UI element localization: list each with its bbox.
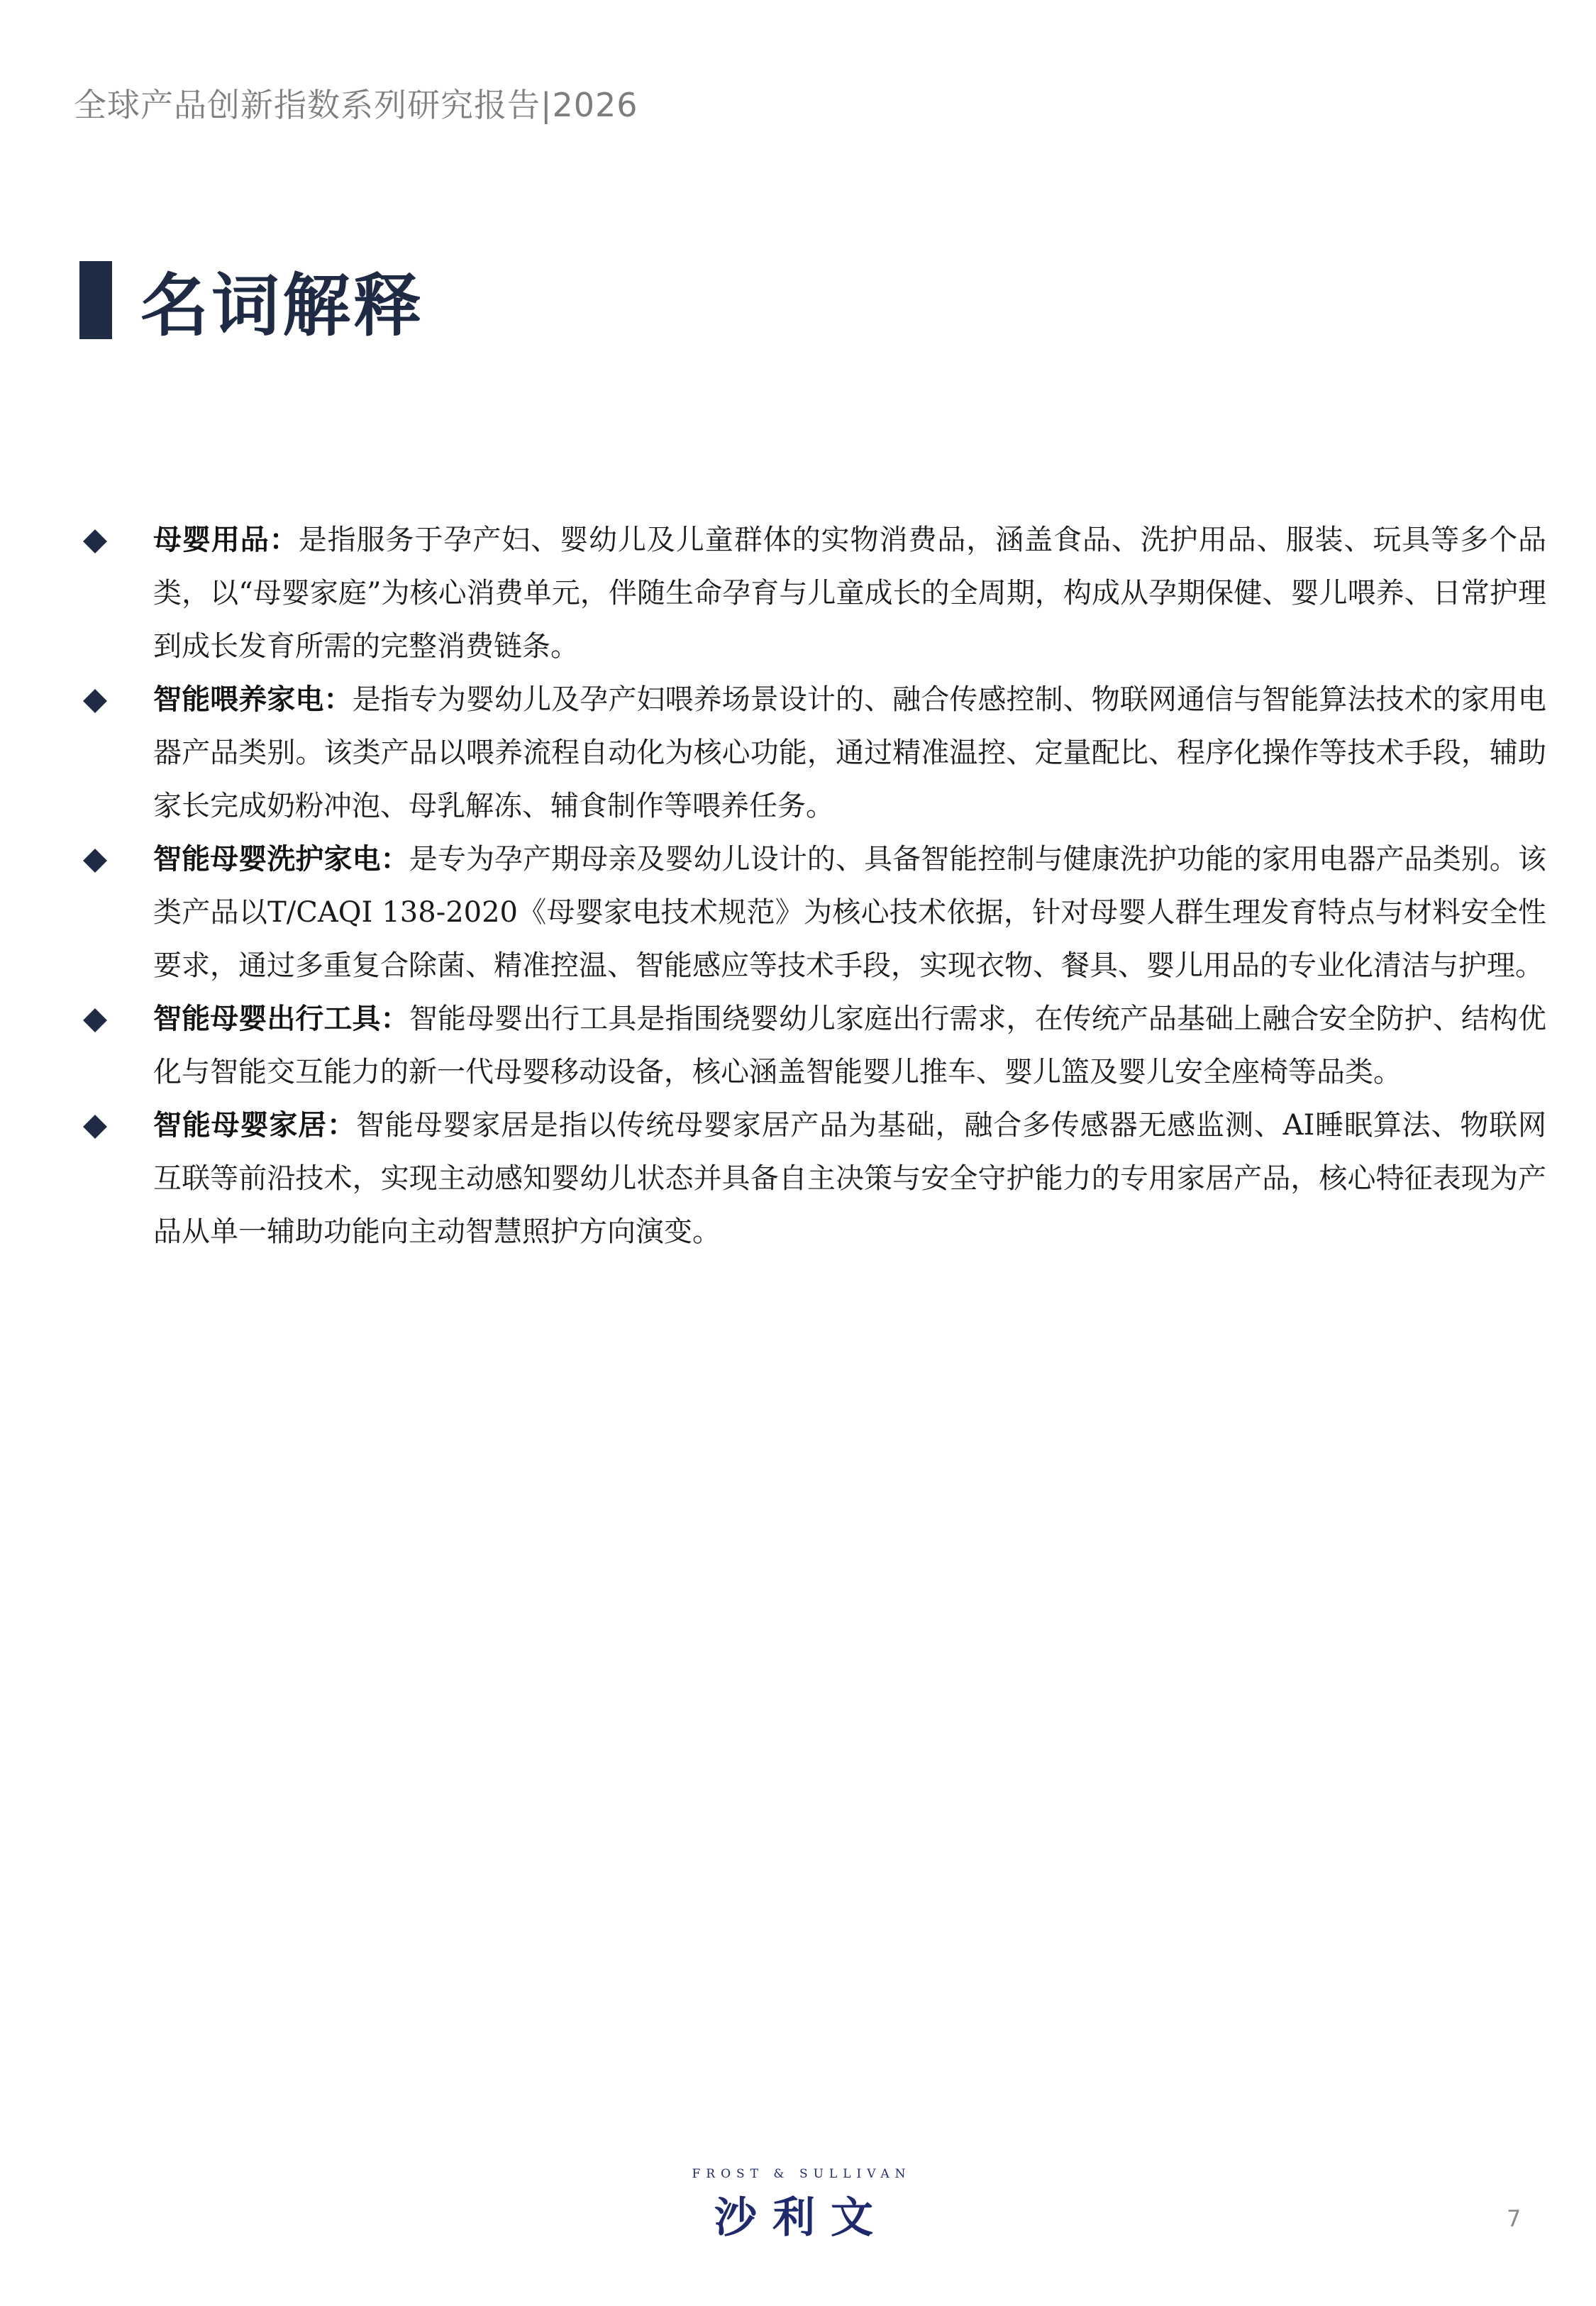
diamond-bullet-icon <box>83 529 107 553</box>
glossary-list <box>85 514 1546 1259</box>
diamond-bullet-icon <box>83 1115 107 1139</box>
page-number: 7 <box>1507 2205 1522 2232</box>
frost-sullivan-logo <box>681 2167 922 2245</box>
term-name: 母婴用品： <box>153 524 299 556</box>
glossary-item <box>85 514 1546 673</box>
term-definition: 智能母婴家居是指以传统母婴家居产品为基础，融合多传感器无感监测、AI睡眠算法、物联网互联等前沿技术，实现主动感知婴幼儿状态并具备自主决策与安全守护能力的专用家居产品，核心特征表现为产品从单一辅助功能向主动智慧照护方向演变。 <box>153 1109 1547 1248</box>
logo-chinese-text: 沙利文 <box>714 2193 889 2243</box>
section-heading <box>79 261 424 346</box>
term-name: 智能母婴出行工具： <box>153 1003 409 1035</box>
glossary-item <box>85 833 1546 993</box>
term-name: 智能喂养家电： <box>153 683 353 716</box>
diamond-bullet-icon <box>83 1008 107 1032</box>
glossary-item <box>85 1099 1546 1259</box>
diamond-bullet-icon <box>83 849 107 873</box>
diamond-bullet-icon <box>83 689 107 713</box>
term-name: 智能母婴洗护家电： <box>153 843 409 876</box>
report-header-title: 全球产品创新指数系列研究报告|2026 <box>74 86 638 124</box>
term-definition: 智能母婴出行工具是指围绕婴幼儿家庭出行需求，在传统产品基础上融合安全防护、结构优化与智能交互能力的新一代母婴移动设备，核心涵盖智能婴儿推车、婴儿篮及婴儿安全座椅等品类。 <box>153 1003 1546 1088</box>
term-definition: 是专为孕产期母亲及婴幼儿设计的、具备智能控制与健康洗护功能的家用电器产品类别。该类产品以T/CAQI 138-2020《母婴家电技术规范》为核心技术依据，针对母婴人群生理发育特点与材料安全性要求，通过多重复合除菌、精准控温、智能感应等技术手段，实现衣物、餐具、婴儿用品的专业化清洁与护理。 <box>153 843 1546 982</box>
term-definition: 是指专为婴幼儿及孕产妇喂养场景设计的、融合传感控制、物联网通信与智能算法技术的家用电器产品类别。该类产品以喂养流程自动化为核心功能，通过精准温控、定量配比、程序化操作等技术手段，辅助家长完成奶粉冲泡、母乳解冻、辅食制作等喂养任务。 <box>153 683 1547 822</box>
glossary-item <box>85 993 1546 1099</box>
logo-english-text: FROST & SULLIVAN <box>692 2167 911 2181</box>
glossary-item <box>85 673 1546 833</box>
section-accent-bar <box>79 261 112 339</box>
section-title: 名词解释 <box>140 265 424 346</box>
term-name: 智能母婴家居： <box>153 1109 356 1142</box>
term-definition: 是指服务于孕产妇、婴幼儿及儿童群体的实物消费品，涵盖食品、洗护用品、服装、玩具等多个品类，以“母婴家庭”为核心消费单元，伴随生命孕育与儿童成长的全周期，构成从孕期保健、婴儿喂养、日常护理到成长发育所需的完整消费链条。 <box>153 524 1547 663</box>
